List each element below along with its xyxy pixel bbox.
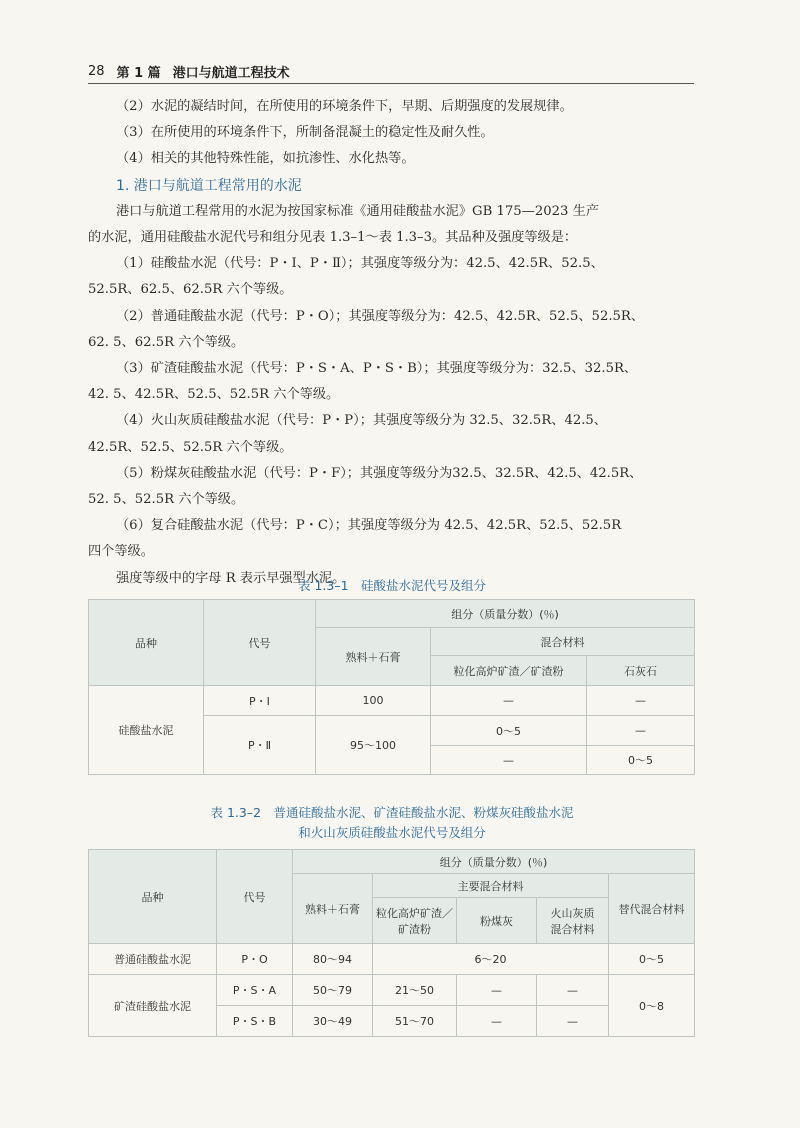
table-row — [89, 944, 695, 975]
body-line: （3）矿渣硅酸盐水泥（代号：P・S・A、P・S・B）；其强度等级分为：32.5、32.5R、 — [116, 361, 638, 377]
body-line: 四个等级。 — [88, 544, 154, 560]
header-rule — [88, 83, 694, 84]
table2 — [88, 849, 695, 1037]
table2-variety: 矿渣硅酸盐水泥 — [89, 975, 217, 1037]
body-line: 52. 5、52.5R 六个等级。 — [88, 492, 245, 508]
table2-code: P・S・B — [217, 1006, 293, 1037]
body-line: 强度等级中的字母 R 表示早强型水泥。 — [116, 570, 346, 586]
table1-clinker: 95～100 — [316, 716, 431, 775]
table1-variety: 硅酸盐水泥 — [89, 686, 204, 775]
table2-clinker: 30～49 — [293, 1006, 373, 1037]
table1-header-composition: 组分（质量分数）(％) — [316, 600, 695, 628]
table1-limestone: — — [587, 686, 695, 716]
table2-slag: 21～50 — [373, 975, 457, 1006]
table2-header-pozzolan-line1: 火山灰质 — [550, 906, 595, 920]
section-heading: 1. 港口与航道工程常用的水泥 — [116, 177, 302, 194]
table2-header-slag-line2: 矿渣粉 — [398, 922, 431, 936]
table2-header-slag — [373, 898, 457, 944]
table1-slag: 0～5 — [431, 716, 587, 746]
table2-header-substitute: 替代混合材料 — [609, 874, 695, 944]
table1-limestone: 0～5 — [587, 746, 695, 775]
table2-pozzolan: — — [537, 975, 609, 1006]
table1-clinker: 100 — [316, 686, 431, 716]
table1-caption: 表 1.3–1 硅酸盐水泥代号及组分 — [297, 578, 487, 593]
table2-slag: 51～70 — [373, 1006, 457, 1037]
body-line: （5）粉煤灰硅酸盐水泥（代号：P・F）；其强度等级分为32.5、32.5R、42.5、42.5R、 — [116, 465, 643, 481]
table1-header-limestone: 石灰石 — [587, 656, 695, 686]
table1-header-variety: 品种 — [89, 600, 204, 686]
table-row — [89, 975, 695, 1006]
table2-caption-line1: 表 1.3–2 普通硅酸盐水泥、矿渣硅酸盐水泥、粉煤灰硅酸盐水泥 — [210, 805, 574, 820]
table2-code: P・O — [217, 944, 293, 975]
table2-clinker: 80～94 — [293, 944, 373, 975]
table2-pozzolan: — — [537, 1006, 609, 1037]
body-line: （1）硅酸盐水泥（代号：P・I、P・Ⅱ）；其强度等级分为：42.5、42.5R、52.5、 — [116, 256, 604, 272]
table2-variety: 普通硅酸盐水泥 — [89, 944, 217, 975]
table2-flyash: — — [457, 1006, 537, 1037]
table2-code: P・S・A — [217, 975, 293, 1006]
table1-header-mixed: 混合材料 — [431, 628, 695, 656]
table1-header-code: 代号 — [204, 600, 316, 686]
table1 — [88, 599, 695, 775]
table2-header-slag-line1: 粒化高炉矿渣／ — [376, 906, 453, 920]
table1-header-slag: 粒化高炉矿渣／矿渣粉 — [431, 656, 587, 686]
body-line: 港口与航道工程常用的水泥为按国家标准《通用硅酸盐水泥》GB 175—2023 生产 — [116, 203, 599, 219]
body-line: （4）火山灰质硅酸盐水泥（代号：P・P）；其强度等级分为 32.5、32.5R、42.5、 — [116, 413, 607, 429]
table2-header-composition: 组分（质量分数）(％) — [293, 850, 695, 874]
table2-header-pozzolan-line2: 混合材料 — [550, 922, 595, 936]
page-number: 28 — [88, 63, 105, 79]
running-title: 港口与航道工程技术 — [172, 65, 290, 81]
table2-header-pozzolan — [537, 898, 609, 944]
paragraph: （2）水泥的凝结时间，在所使用的环境条件下，早期、后期强度的发展规律。 — [116, 99, 573, 114]
table1-code: P・Ⅰ — [204, 686, 316, 716]
table2-header-variety: 品种 — [89, 850, 217, 944]
table2-substitute: 0～8 — [609, 975, 695, 1037]
table1-slag: — — [431, 686, 587, 716]
body-line: 42.5R、52.5、52.5R 六个等级。 — [88, 439, 293, 455]
table2-header-flyash: 粉煤灰 — [457, 898, 537, 944]
table1-header-clinker: 熟料＋石膏 — [316, 628, 431, 686]
table2-clinker: 50～79 — [293, 975, 373, 1006]
table1-code: P・Ⅱ — [204, 716, 316, 775]
table2-header-main-mixed: 主要混合材料 — [373, 874, 609, 898]
body-line: 62. 5、62.5R 六个等级。 — [88, 334, 245, 350]
table-row — [89, 686, 695, 716]
body-line: （2）普通硅酸盐水泥（代号：P・O）；其强度等级分为：42.5、42.5R、52.5、52.5R、 — [116, 308, 645, 324]
table1-limestone: — — [587, 716, 695, 746]
part-label: 第 1 篇 — [116, 65, 161, 81]
paragraph: （4）相关的其他特殊性能，如抗渗性、水化热等。 — [116, 151, 415, 167]
paragraph: （3）在所使用的环境条件下，所制备混凝土的稳定性及耐久性。 — [116, 125, 494, 141]
body-line: 52.5R、62.5、62.5R 六个等级。 — [88, 282, 293, 298]
body-line: （6）复合硅酸盐水泥（代号：P・C）；其强度等级分为 42.5、42.5R、52.5、52.5R — [116, 518, 622, 534]
body-line: 的水泥，通用硅酸盐水泥代号和组分见表 1.3–1～表 1.3–3。其品种及强度等级是： — [88, 230, 578, 246]
table2-caption-line2: 和火山灰质硅酸盐水泥代号及组分 — [298, 825, 486, 840]
table1-slag: — — [431, 746, 587, 775]
table2-header-clinker: 熟料＋石膏 — [293, 874, 373, 944]
table2-substitute: 0～5 — [609, 944, 695, 975]
table2-flyash: — — [457, 975, 537, 1006]
page-header — [88, 60, 694, 82]
body-text — [88, 94, 696, 592]
table2-header-code: 代号 — [217, 850, 293, 944]
body-line: 42. 5、42.5R、52.5、52.5R 六个等级。 — [88, 387, 340, 403]
table2-main-mixed: 6～20 — [373, 944, 609, 975]
